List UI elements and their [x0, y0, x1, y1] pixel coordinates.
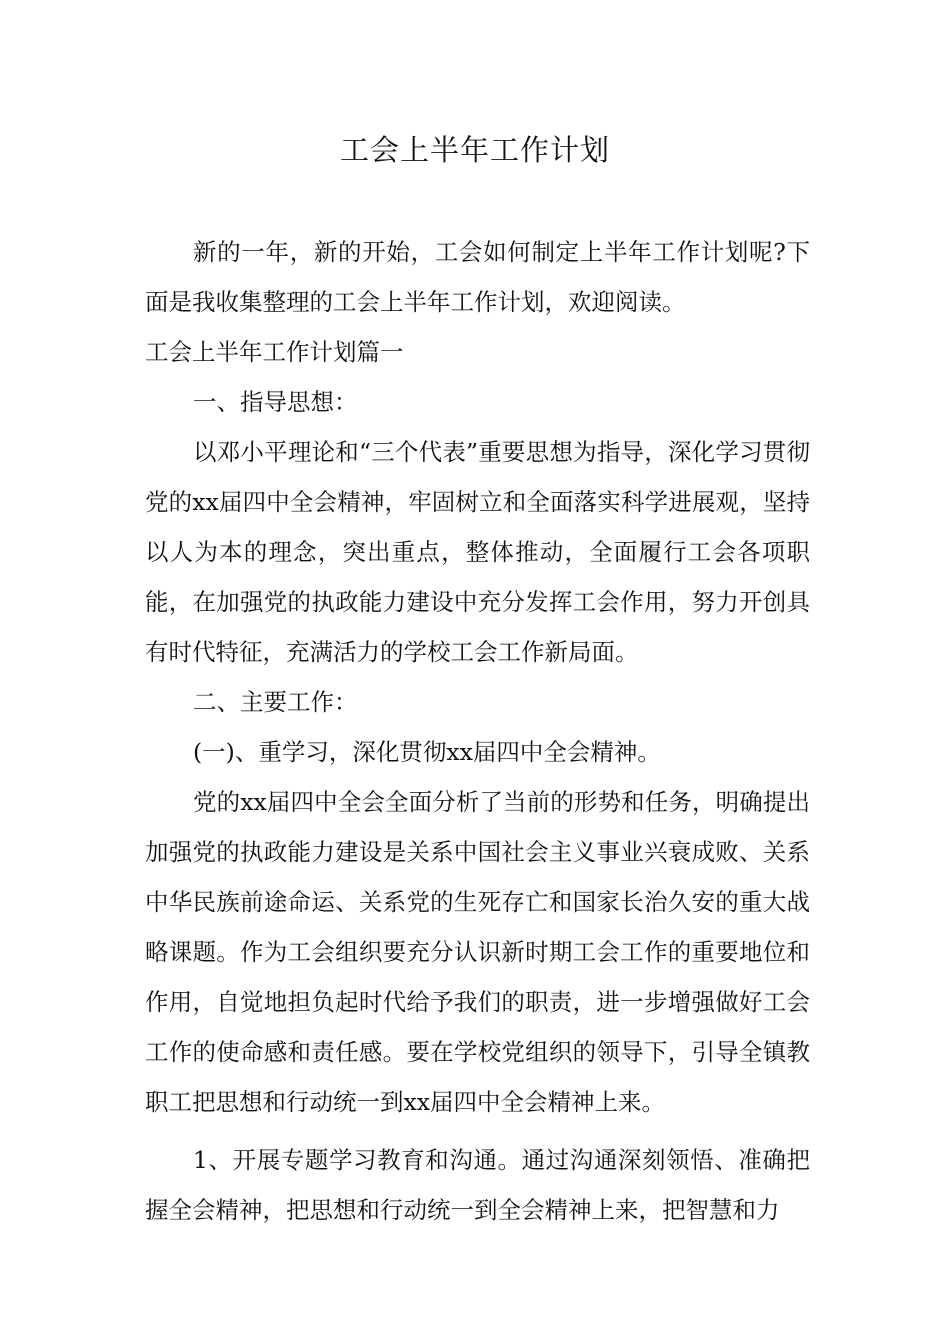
document-title: 工会上半年工作计划	[339, 133, 610, 167]
guiding-ideology-paragraph: 以邓小平理论和“三个代表”重要思想为指导，深化学习贯彻党的xx届四中全会精神，牢固树立和全面落实科学进展观，坚持以人为本的理念，突出重点，整体推动，全面履行工会各项职能，在加强党的执政能力建设中充分发挥工会作用，努力开创具有时代特征，充满活力的学校工会工作新局面。	[145, 438, 810, 666]
intro-paragraph: 新的一年，新的开始，工会如何制定上半年工作计划呢?下面是我收集整理的工会上半年工作计划，欢迎阅读。	[145, 238, 810, 316]
heading-main-work: 二、主要工作：	[193, 688, 358, 716]
subheading-study: (一)、重学习，深化贯彻xx届四中全会精神。	[193, 738, 661, 766]
heading-guiding-ideology: 一、指导思想：	[193, 388, 358, 416]
document-body	[145, 227, 810, 1235]
study-paragraph: 党的xx届四中全会全面分析了当前的形势和任务，明确提出加强党的执政能力建设是关系中国社会主义事业兴衰成败、关系中华民族前途命运、关系党的生死存亡和国家长治久安的重大战略课题。作为工会组织要充分认识新时期工会工作的重要地位和作用，自觉地担负起时代给予我们的职责，进一步增强做好工会工作的使命感和责任感。要在学校党组织的领导下，引导全镇教职工把思想和行动统一到xx届四中全会精神上来。	[145, 788, 810, 1116]
section-heading: 工会上半年工作计划篇一	[145, 338, 404, 366]
item-1-paragraph: 1、开展专题学习教育和沟通。通过沟通深刻领悟、准确把握全会精神，把思想和行动统一到全会精神上来，把智慧和力	[145, 1146, 810, 1224]
